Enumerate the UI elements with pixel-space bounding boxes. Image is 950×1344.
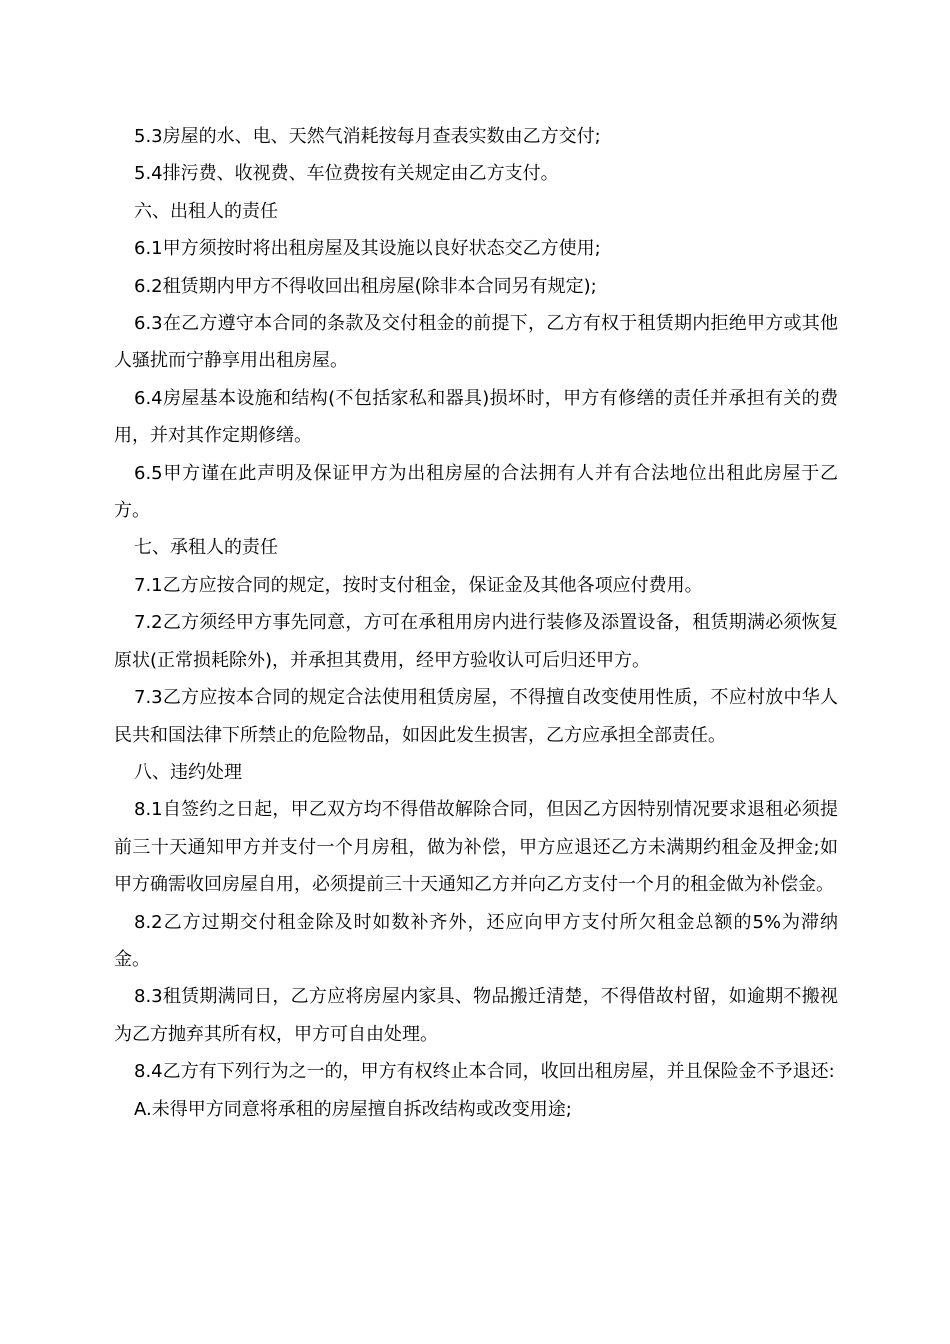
paragraph-6-3: 6.3在乙方遵守本合同的条款及交付租金的前提下，乙方有权于租赁期内拒绝甲方或其他人骚扰而宁静享用出租房屋。 — [114, 313, 838, 372]
section-heading-6: 六、出租人的责任 — [134, 200, 278, 222]
paragraph-6-4: 6.4房屋基本设施和结构(不包括家私和器具)损坏时，甲方有修缮的责任并承担有关的费用，并对其作定期修缮。 — [114, 387, 838, 447]
paragraph-5-3: 5.3房屋的水、电、天然气消耗按每月查表实数由乙方交付; — [134, 126, 601, 147]
paragraph-7-2: 7.2乙方须经甲方事先同意，方可在承租用房内进行装修及添置设备，租赁期满必须恢复原状(正常损耗除外)，并承担其费用，经甲方验收认可后归还甲方。 — [114, 612, 838, 671]
paragraph-6-2: 6.2租赁期内甲方不得收回出租房屋(除非本合同另有规定); — [134, 275, 597, 297]
paragraph-8-1: 8.1自签约之日起，甲乙双方均不得借故解除合同，但因乙方因特别情况要求退租必须提前三十天通知甲方并支付一个月房租，做为补偿，甲方应退还乙方未满期约租金及押金;如甲方确需收回房屋自用，必须提前三十天通知乙方并向乙方支付一个月的租金做为补偿金。 — [114, 799, 838, 896]
paragraph-8-4-a: A.未得甲方同意将承租的房屋擅自拆改结构或改变用途; — [134, 1098, 572, 1120]
paragraph-5-4: 5.4排污费、收视费、车位费按有关规定由乙方支付。 — [134, 163, 559, 185]
section-heading-8: 八、违约处理 — [134, 761, 242, 783]
contract-body — [114, 118, 838, 1128]
paragraph-8-2: 8.2乙方过期交付租金除及时如数补齐外，还应向甲方支付所欠租金总额的5%为滞纳金。 — [114, 911, 838, 970]
section-heading-7: 七、承租人的责任 — [134, 537, 278, 559]
paragraph-6-1: 6.1甲方须按时将出租房屋及其设施以良好状态交乙方使用; — [134, 238, 601, 260]
paragraph-8-3: 8.3租赁期满同日，乙方应将房屋内家具、物品搬迁清楚，不得借故村留，如逾期不搬视为乙方抛弃其所有权，甲方可自由处理。 — [114, 986, 838, 1045]
paragraph-6-5: 6.5甲方谨在此声明及保证甲方为出租房屋的合法拥有人并有合法地位出租此房屋于乙方。 — [114, 462, 838, 522]
paragraph-7-3: 7.3乙方应按本合同的规定合法使用租赁房屋，不得擅自改变使用性质，不应村放中华人民共和国法律下所禁止的危险物品，如因此发生损害，乙方应承担全部责任。 — [114, 687, 838, 746]
paragraph-7-1: 7.1乙方应按合同的规定，按时支付租金，保证金及其他各项应付费用。 — [134, 574, 703, 596]
paragraph-8-4: 8.4乙方有下列行为之一的，甲方有权终止本合同，收回出租房屋，并且保险金不予退还: — [134, 1061, 835, 1083]
